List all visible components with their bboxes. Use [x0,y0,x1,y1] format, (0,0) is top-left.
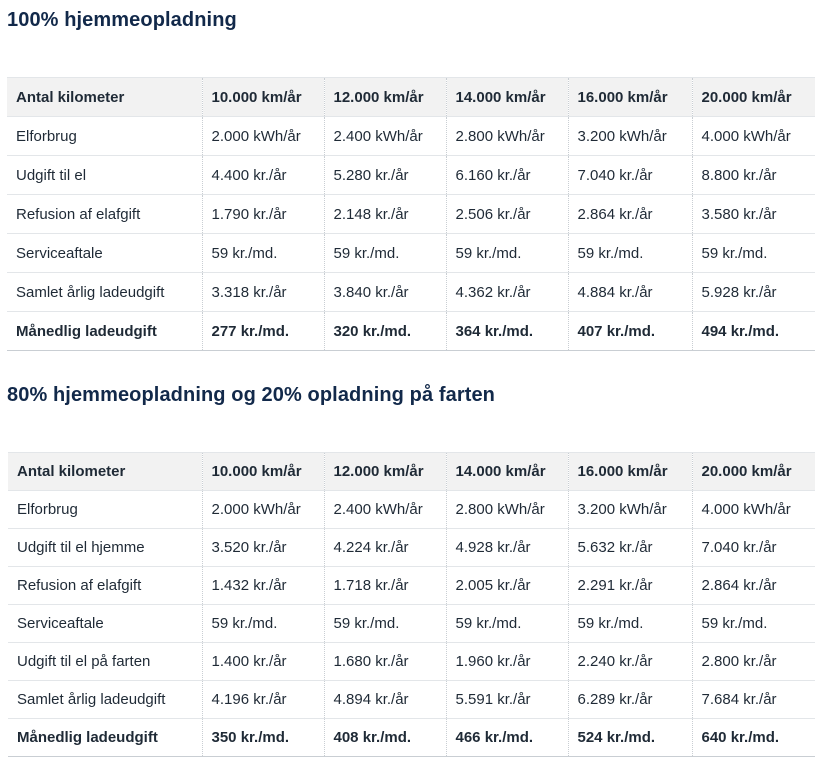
table-cell: 408 kr./md. [324,719,446,757]
row-label: Refusion af elafgift [8,567,202,605]
table-cell: 4.400 kr./år [202,156,324,195]
table-cell: 2.000 kWh/år [202,491,324,529]
table-row [7,117,815,156]
table-cell: 2.005 kr./år [446,567,568,605]
table-cell: 1.432 kr./år [202,567,324,605]
table-cell: 2.506 kr./år [446,195,568,234]
table-cell: 1.790 kr./år [202,195,324,234]
row-label: Samlet årlig ladeudgift [8,681,202,719]
table-cell: 364 kr./md. [446,312,568,351]
table-cell: 494 kr./md. [692,312,815,351]
table-row [7,156,815,195]
row-label: Antal kilometer [8,453,202,491]
table-cell: 16.000 km/år [568,453,692,491]
table-cell: 3.840 kr./år [324,273,446,312]
table-cell: 59 kr./md. [446,234,568,273]
table-cell: 3.318 kr./år [202,273,324,312]
table-cell: 59 kr./md. [324,234,446,273]
table-cell: 1.680 kr./år [324,643,446,681]
row-label: Serviceaftale [8,605,202,643]
table-cell: 466 kr./md. [446,719,568,757]
row-label: Samlet årlig ladeudgift [7,273,202,312]
table-cell: 350 kr./md. [202,719,324,757]
table-cell: 2.000 kWh/år [202,117,324,156]
table-header-row [7,78,815,117]
cost-table-mixed-charging [8,452,815,757]
table-cell: 2.800 kWh/år [446,117,568,156]
table-cell: 2.400 kWh/år [324,491,446,529]
table-cell: 3.200 kWh/år [568,117,692,156]
table-cell: 16.000 km/år [568,78,692,117]
table-cell: 20.000 km/år [692,78,815,117]
row-label: Udgift til el [7,156,202,195]
table-cell: 59 kr./md. [324,605,446,643]
table-cell: 14.000 km/år [446,453,568,491]
table-row [8,567,815,605]
table-cell: 4.000 kWh/år [692,117,815,156]
table-cell: 1.960 kr./år [446,643,568,681]
table-cell: 2.864 kr./år [568,195,692,234]
row-label: Elforbrug [7,117,202,156]
cost-table-home-charging [7,77,815,351]
table-row [7,195,815,234]
section-title-home-charging: 100% hjemmeopladning [7,9,237,31]
table-cell: 4.928 kr./år [446,529,568,567]
table-row [8,681,815,719]
table-cell: 5.632 kr./år [568,529,692,567]
table-cell: 4.000 kWh/år [692,491,815,529]
table-cell: 4.884 kr./år [568,273,692,312]
table-cell: 320 kr./md. [324,312,446,351]
table-cell: 59 kr./md. [202,234,324,273]
table-cell: 2.800 kWh/år [446,491,568,529]
row-label: Serviceaftale [7,234,202,273]
table-cell: 2.800 kr./år [692,643,815,681]
table-row [8,719,815,757]
table-cell: 7.040 kr./år [568,156,692,195]
row-label: Udgift til el på farten [8,643,202,681]
row-label: Elforbrug [8,491,202,529]
table-cell: 3.520 kr./år [202,529,324,567]
table-cell: 12.000 km/år [324,78,446,117]
table-row [8,491,815,529]
table-cell: 2.291 kr./år [568,567,692,605]
table-cell: 59 kr./md. [568,234,692,273]
table-cell: 7.684 kr./år [692,681,815,719]
table-cell: 59 kr./md. [692,605,815,643]
table-cell: 3.580 kr./år [692,195,815,234]
table-cell: 59 kr./md. [446,605,568,643]
table-row [7,312,815,351]
table-cell: 8.800 kr./år [692,156,815,195]
table-cell: 12.000 km/år [324,453,446,491]
table-cell: 59 kr./md. [202,605,324,643]
table-cell: 4.362 kr./år [446,273,568,312]
table-row [8,529,815,567]
table-cell: 2.240 kr./år [568,643,692,681]
table-cell: 59 kr./md. [692,234,815,273]
table-cell: 5.928 kr./år [692,273,815,312]
table-cell: 6.289 kr./år [568,681,692,719]
table-cell: 640 kr./md. [692,719,815,757]
table-cell: 10.000 km/år [202,453,324,491]
row-label: Antal kilometer [7,78,202,117]
table-cell: 14.000 km/år [446,78,568,117]
table-cell: 277 kr./md. [202,312,324,351]
table-cell: 4.196 kr./år [202,681,324,719]
table-row [8,643,815,681]
section-title-mixed-charging: 80% hjemmeopladning og 20% opladning på farten [7,384,495,406]
table-cell: 20.000 km/år [692,453,815,491]
table-cell: 4.894 kr./år [324,681,446,719]
row-label: Refusion af elafgift [7,195,202,234]
table-row [7,273,815,312]
table-cell: 407 kr./md. [568,312,692,351]
table-cell: 1.718 kr./år [324,567,446,605]
table-cell: 2.400 kWh/år [324,117,446,156]
table-header-row [8,453,815,491]
table-cell: 4.224 kr./år [324,529,446,567]
table-cell: 7.040 kr./år [692,529,815,567]
table-cell: 5.280 kr./år [324,156,446,195]
table-row [7,234,815,273]
table-cell: 2.148 kr./år [324,195,446,234]
table-cell: 524 kr./md. [568,719,692,757]
table-cell: 59 kr./md. [568,605,692,643]
table-cell: 10.000 km/år [202,78,324,117]
table-cell: 6.160 kr./år [446,156,568,195]
row-label: Udgift til el hjemme [8,529,202,567]
table-cell: 1.400 kr./år [202,643,324,681]
table-cell: 2.864 kr./år [692,567,815,605]
table-row [8,605,815,643]
table-cell: 3.200 kWh/år [568,491,692,529]
row-label: Månedlig ladeudgift [7,312,202,351]
table-cell: 5.591 kr./år [446,681,568,719]
row-label: Månedlig ladeudgift [8,719,202,757]
